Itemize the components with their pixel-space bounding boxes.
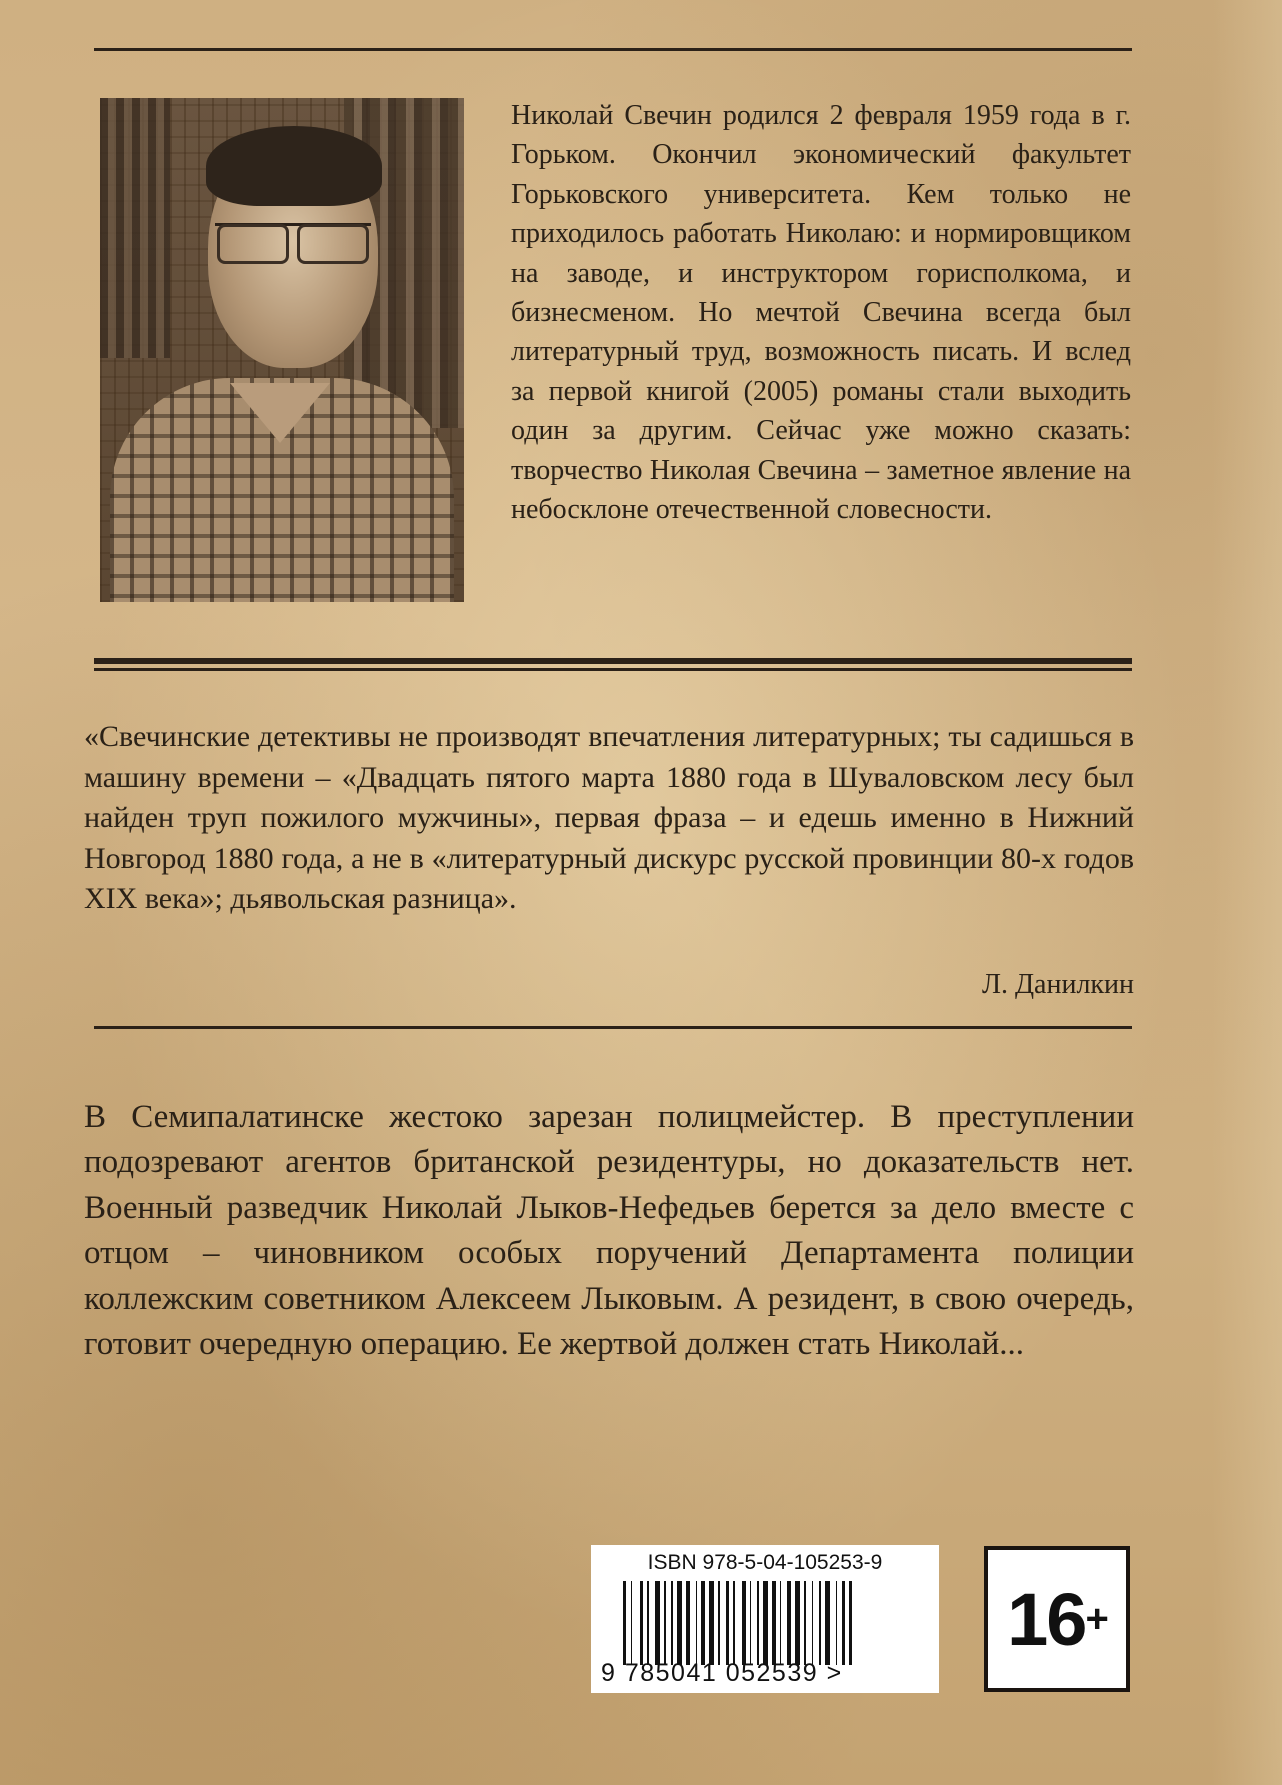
age-rating-plus: + xyxy=(1085,1596,1107,1641)
glasses-icon xyxy=(215,223,371,266)
isbn-label: ISBN 978-5-04-105253-9 xyxy=(647,1551,883,1574)
critic-quote: «Свечинские детективы не производят впечатления литературных; ты садишься в машину времени – «Двадцать пятого марта 1880 года в Шуваловском лесу был найден труп пожилого мужчины», первая фраза – и едешь именно в Нижний Новгород 1880 года, а не в «литературный дискурс русской провинции 80-х годов XIX века»; дьявольская разница». xyxy=(84,720,1134,916)
author-hair xyxy=(206,126,382,206)
bookshelf-left xyxy=(100,98,170,358)
isbn-barcode-block xyxy=(591,1545,939,1693)
top-rule xyxy=(94,48,1132,51)
age-rating-number: 16 xyxy=(1007,1577,1086,1661)
quote-author: Л. Данилкин xyxy=(981,969,1134,1000)
barcode-digits: 9 785041 052539 > xyxy=(601,1659,843,1687)
quote-bottom-rule xyxy=(94,1026,1132,1029)
author-bio: Николай Свечин родился 2 февраля 1959 года в г. Горьком. Окончил экономический факультет Горьковского университета. Кем только не приходилось работать Николаю: и нормировщиком на заводе, и инструктором горисполкома, и бизнесменом. Но мечтой Свечина всегда был литературный труд, возможность писать. И вслед за первой книгой (2005) романы стали выходить один за другим. Сейчас уже можно сказать: творчество Николая Свечина – заметное явление на небосклоне отечественной словесности. xyxy=(511,100,1131,526)
section-rule-double xyxy=(94,658,1132,672)
author-photo xyxy=(100,98,464,602)
age-rating-badge xyxy=(984,1546,1130,1692)
book-annotation: В Семипалатинске жестоко зарезан полицмейстер. В преступлении подозревают агентов британской резидентуры, но доказательств нет. Военный разведчик Николай Лыков-Нефедьев берется за дело вместе с отцом – чиновником особых поручений Департамента полиции коллежским советником Алексеем Лыковым. А резидент, в свою очередь, готовит очередную операцию. Ее жертвой должен стать Николай... xyxy=(84,1099,1134,1363)
barcode-icon xyxy=(623,1581,909,1665)
